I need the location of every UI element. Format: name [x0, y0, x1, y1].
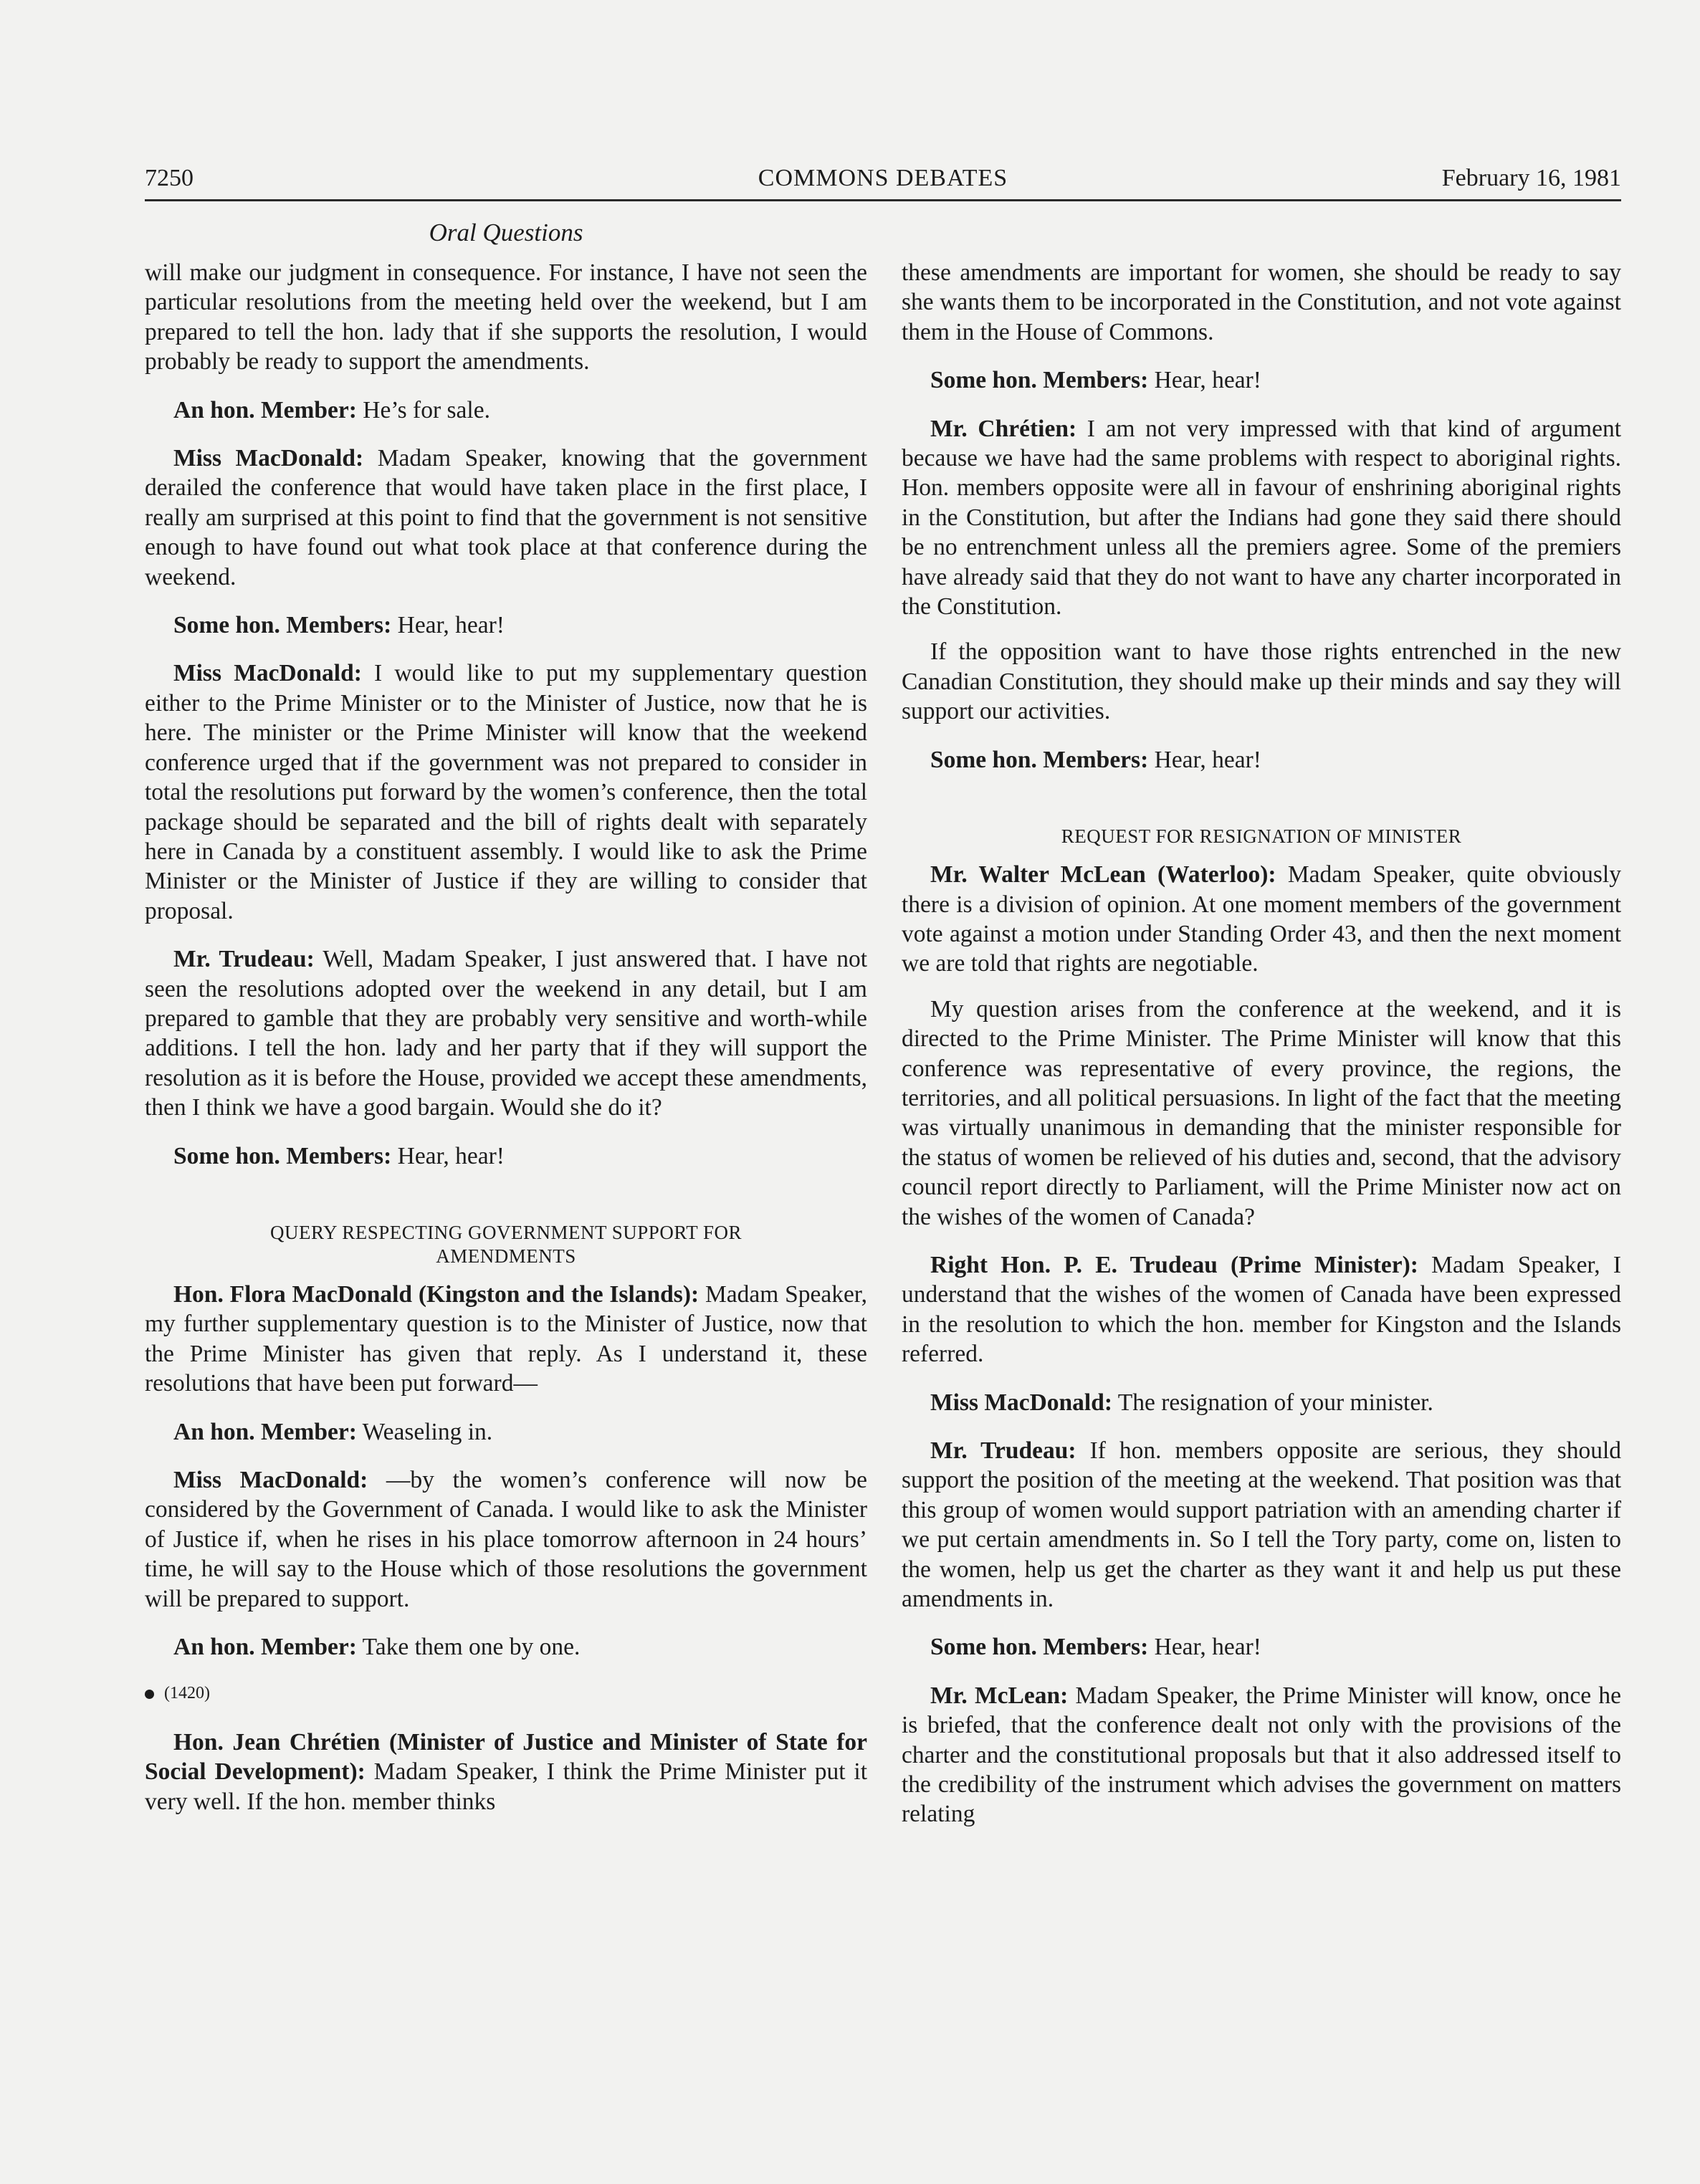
speaker-name: Some hon. Members:	[173, 1142, 392, 1169]
bullet-icon	[145, 1690, 154, 1699]
paragraph	[145, 1280, 867, 1399]
paragraph	[902, 860, 1621, 979]
paragraph	[145, 610, 867, 640]
paragraph	[145, 1141, 867, 1171]
speech-text: Take them one by one.	[356, 1634, 581, 1661]
paragraph	[145, 1632, 867, 1662]
section-subhead: Oral Questions	[429, 219, 583, 246]
speech-text: Hear, hear!	[391, 1142, 505, 1169]
speech-text: —by the women’s conference will now be considered by the Government of Canada. I would like to ask the Minister of Justice if, when he rises in his place tomorrow afternoon in 24 hours’ time, he will say to the House which of those resolutions the government will be prepared to support.	[145, 1467, 867, 1612]
time-marker	[145, 1679, 867, 1708]
speaker-name: Right Hon. P. E. Trudeau (Prime Minister):	[930, 1251, 1418, 1278]
speaker-name: An hon. Member:	[173, 396, 357, 423]
speaker-name: Mr. Trudeau:	[930, 1437, 1076, 1464]
speech-text: Hear, hear!	[391, 612, 505, 639]
speech-text: Madam Speaker, the Prime Minister will know, once he is briefed, that the conference dealt not only with the provisions of the charter and the constitutional proposals but that it also addressed itself to the credibility of the instrument which advises the government on matters relating	[902, 1682, 1621, 1828]
paragraph	[145, 658, 867, 926]
paragraph	[902, 414, 1621, 622]
paragraph: My question arises from the conference at the weekend, and it is directed to the Prime Minister. The Prime Minister will know that this conference was representative of every province, the regions, the territories, and all political persuasions. In light of the fact that the meeting was virtually unanimous in demanding that the minister responsible for the status of women be relieved of his duties and, second, that the advisory council report directly to Parliament, will the Prime Minister now act on the wishes of the women of Canada?	[902, 995, 1621, 1230]
speaker-name: Hon. Jean Chrétien (Minister of Justice and Minister of State for Social Development):	[145, 1728, 867, 1786]
speaker-name: An hon. Member:	[173, 1634, 357, 1661]
section-heading	[902, 825, 1621, 848]
paragraph	[902, 745, 1621, 775]
speaker-name: Hon. Flora MacDonald (Kingston and the Islands):	[173, 1280, 699, 1308]
speech-text: I am not very impressed with that kind of argument because we have had the same problems with respect to aboriginal rights. Hon. members opposite were all in favour of enshrining aboriginal rights in the Constitution, but after the Indians had gone they said there should be no entrenchment unless all the premiers agree. Some of the premiers have already said that they do not want to have any charter incorporated in the Constitution.	[902, 415, 1622, 621]
speech-text: He’s for sale.	[356, 396, 490, 423]
speech-text: Madam Speaker, I understand that the wishes of the women of Canada have been expressed in the resolution to which the hon. member for Kingston and the Islands referred.	[902, 1251, 1621, 1368]
time-marker-text: (1420)	[164, 1684, 210, 1703]
speaker-name: Some hon. Members:	[930, 746, 1149, 773]
page-header	[145, 162, 1621, 201]
speaker-name: Miss MacDonald:	[930, 1389, 1113, 1416]
paragraph	[145, 1465, 867, 1614]
speech-text: Hear, hear!	[1148, 367, 1261, 394]
speaker-name: Miss MacDonald:	[173, 445, 364, 472]
left-column	[145, 258, 867, 1816]
speech-text: Well, Madam Speaker, I just answered that. I have not seen the resolutions adopted over the weekend in any detail, but I am prepared to gamble that they are probably very sensitive and worth-while additions. I tell the hon. lady and her party that if they will support the resolution as it is before the House, provided we accept these amendments, then I think we have a good bargain. Would she do it?	[145, 946, 868, 1121]
paragraph	[145, 1728, 867, 1816]
speech-text: Madam Speaker, my further supplementary question is to the Minister of Justice, now that the Prime Minister has given that reply. As I understand it, these resolutions that have been put forward—	[145, 1280, 867, 1397]
speech-text: Madam Speaker, knowing that the government derailed the conference that would have taken place in the first place, I really am surprised at this point to find that the government is not sensitive enough to have found out what took place at that conference during the weekend.	[145, 445, 867, 590]
speaker-name: Mr. Trudeau:	[173, 946, 315, 973]
speech-text: I would like to put my supplementary question either to the Prime Minister or to the Minister of Justice, now that he is here. The minister or the Prime Minister will know that the weekend conference urged that if the government was not prepared to consider in total the resolutions put forward by the women’s conference, then the total package should be separated and the bill of rights dealt with separately here in Canada by a constituent assembly. I would like to ask the Prime Minister or the Minister of Justice if they are willing to consider that proposal.	[145, 660, 867, 924]
paragraph	[902, 1436, 1621, 1614]
section-heading-line: AMENDMENTS	[436, 1245, 576, 1267]
section-heading	[145, 1221, 867, 1268]
page-number: 7250	[145, 165, 194, 191]
speech-text: If hon. members opposite are serious, they should support the position of the meeting at the weekend. That position was that this group of women would support patriation with an amending charter if we put certain amendments in. So I tell the Tory party, come on, listen to the women, help us get the charter as they want it and help us put these amendments in.	[902, 1437, 1621, 1613]
speaker-name: Some hon. Members:	[930, 1634, 1149, 1661]
paragraph	[902, 1388, 1621, 1417]
speech-text: Hear, hear!	[1148, 746, 1261, 773]
paragraph	[902, 1250, 1621, 1369]
paragraph	[145, 396, 867, 425]
right-column	[902, 258, 1621, 1829]
speech-text: Madam Speaker, I think the Prime Minister put it very well. If the hon. member thinks	[145, 1758, 868, 1815]
speaker-name: Miss MacDonald:	[173, 1467, 368, 1493]
speech-text: Madam Speaker, quite obviously there is a division of opinion. At one moment members of the government vote against a motion under Standing Order 43, and then the next moment we are told that rights are negotiable.	[902, 861, 1621, 977]
paragraph	[902, 1681, 1621, 1829]
paragraph	[902, 365, 1621, 395]
paragraph	[145, 944, 867, 1122]
speaker-name: An hon. Member:	[173, 1418, 357, 1445]
speech-text: Weaseling in.	[356, 1418, 493, 1445]
paragraph: If the opposition want to have those rights entrenched in the new Canadian Constitution, they should make up their minds and say they will support our activities.	[902, 638, 1621, 725]
speech-text: Hear, hear!	[1148, 1634, 1261, 1661]
speaker-name: Some hon. Members:	[173, 612, 392, 639]
paragraph: will make our judgment in consequence. For instance, I have not seen the particular resolutions from the meeting held over the weekend, but I am prepared to tell the hon. lady that if she supports the resolution, I would probably be ready to support the amendments.	[145, 259, 867, 375]
speaker-name: Mr. Chrétien:	[930, 415, 1077, 442]
paragraph: these amendments are important for women, she should be ready to say she wants them to be incorporated in the Constitution, and not vote against them in the House of Commons.	[902, 259, 1621, 345]
speaker-name: Mr. McLean:	[930, 1682, 1069, 1709]
paragraph	[902, 1632, 1621, 1662]
page-date: February 16, 1981	[1441, 165, 1621, 191]
speaker-name: Mr. Walter McLean (Waterloo):	[930, 861, 1276, 889]
speaker-name: Miss MacDonald:	[173, 660, 362, 687]
section-heading-line: REQUEST FOR RESIGNATION OF MINISTER	[1061, 825, 1462, 848]
speech-text: The resignation of your minister.	[1112, 1389, 1433, 1416]
paragraph	[145, 1417, 867, 1447]
paragraph	[145, 444, 867, 592]
publication-title: COMMONS DEBATES	[758, 165, 1008, 191]
speaker-name: Some hon. Members:	[930, 367, 1149, 394]
section-heading-line: QUERY RESPECTING GOVERNMENT SUPPORT FOR	[270, 1221, 742, 1243]
